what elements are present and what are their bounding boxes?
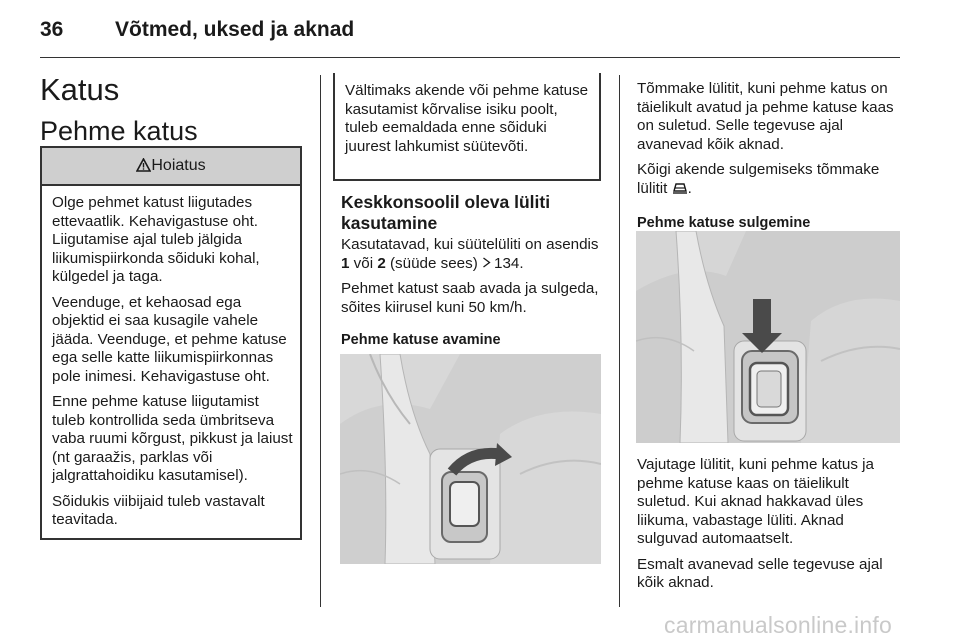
text-span: või xyxy=(349,254,378,272)
switch-section-title: Keskkonsoolil oleva lüliti kasutamine xyxy=(341,192,551,233)
warning-label: Hoiatus xyxy=(151,157,206,174)
ignition-position-1: 1 xyxy=(341,254,350,272)
watermark: carmanualsonline.info xyxy=(664,612,892,638)
roof-switch-icon xyxy=(672,181,688,201)
text-span: Kasutatavad, kui süütelüliti on asendis xyxy=(341,236,599,253)
running-header-title: Võtmed, uksed ja aknad xyxy=(115,18,355,41)
ignition-position-2: 2 xyxy=(377,254,386,272)
windows-open-note: Esmalt avanevad selle tegevuse ajal kõik aknad. xyxy=(637,555,883,591)
section-title: Katus xyxy=(40,72,120,107)
close-roof-body xyxy=(637,456,902,600)
text-span: . xyxy=(687,179,692,197)
warning-box xyxy=(40,146,302,540)
column-divider-2 xyxy=(619,75,620,607)
note-box xyxy=(333,73,601,181)
column-divider-1 xyxy=(320,75,321,607)
warning-paragraph: Enne pehme katuse liigutamist tuleb kontrollida seda ümbritseva vaba ruumi kõrgust, pikkust ja laiust (nt garaažis, parklas või jalgrattahoidiku kasutamisel). xyxy=(52,393,293,484)
open-roof-heading: Pehme katuse avamine xyxy=(341,332,501,348)
page-number: 36 xyxy=(40,18,64,41)
close-windows-paragraph xyxy=(637,161,902,200)
close-roof-figure xyxy=(636,231,900,443)
page-ref-arrow-icon xyxy=(482,255,491,274)
right-column-body xyxy=(637,80,902,240)
switch-section-body xyxy=(341,236,603,357)
open-roof-figure xyxy=(340,354,601,564)
warning-paragraph: Olge pehmet katust liigutades ettevaatlik. Kehavigastuse oht. Liigutamise ajal tuleb jälgida liikumispiirkonda sõiduki kohal, külgedel ja taga. xyxy=(52,194,260,285)
close-instructions: Vajutage lülitit, kuni pehme katus ja pehme katuse kaas on täielikult suletud. Kui aknad hakkavad üles liikuma, vabastage lüliti. Aknad sulguvad automaatselt. xyxy=(637,456,874,547)
ignition-paragraph xyxy=(341,236,603,273)
section-subtitle: Pehme katus xyxy=(40,116,198,146)
warning-paragraph: Veenduge, et kehaosad ega objektid ei saa kusagile vahele jääda. Veenduge, et pehme katuse ega selle katte liikumispiirkonnas pole inimesi. Kehavigastuse oht. xyxy=(52,293,287,385)
speed-paragraph: Pehmet katust saab avada ja sulgeda, sõites kiirusel kuni 50 km/h. xyxy=(341,280,599,316)
open-instructions: Tõmmake lülitit, kuni pehme katus on täielikult avatud ja pehme katuse kaas on suletud. Selle tegevuse ajal avanevad kõik aknad. xyxy=(637,80,894,153)
text-span: Kõigi akende sulgemiseks tõmmake lülitit xyxy=(637,161,880,197)
warning-body xyxy=(52,194,294,537)
close-roof-heading: Pehme katuse sulgemine xyxy=(637,215,811,231)
warning-paragraph: Sõidukis viibijaid tuleb vastavalt teavitada. xyxy=(52,492,265,528)
text-span: (süüde sees) xyxy=(385,254,483,272)
header-divider xyxy=(40,57,900,58)
warning-header xyxy=(42,146,300,186)
note-text: Vältimaks akende või pehme katuse kasutamist kõrvalise isiku poolt, tuleb eemaldada enne sõiduki juurest lahkumist süütevõti. xyxy=(345,82,589,155)
page-ref-link[interactable]: 134. xyxy=(494,254,524,272)
warning-triangle-icon xyxy=(136,150,151,186)
